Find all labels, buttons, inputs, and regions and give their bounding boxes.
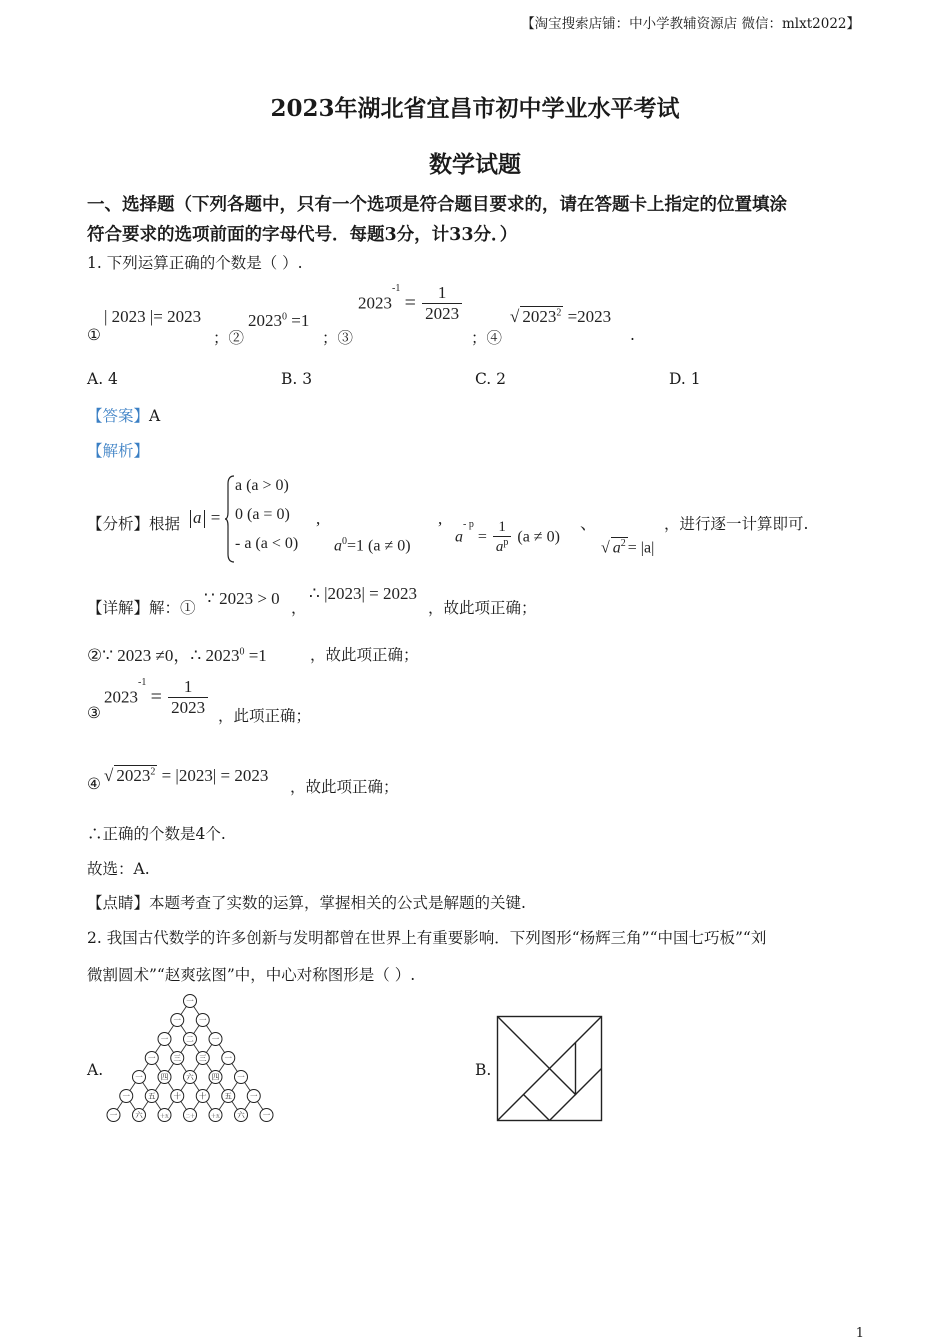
detail4-expr: √ $2023^2 = |2023| = 2023$ (104, 766, 269, 785)
triangle-node-label: 四 (160, 1072, 169, 1082)
detail1-end: ，故此项正确； (428, 599, 537, 617)
fenxi-comma2: , (438, 509, 443, 528)
q2-stem-line2: 微割圆术”“赵爽弦图”中，中心对称图形是（ ）. (87, 966, 416, 984)
tangram-figure (496, 1015, 604, 1123)
detail1-expr: ∵ 2023 > 0 (204, 589, 280, 608)
detail-label: 【详解】解：① (87, 599, 196, 617)
triangle-node-label: 一 (199, 1015, 207, 1025)
detail1-expr2: ∴ |2023| = 2023 (309, 584, 417, 603)
analysis-label: 【解析】 (87, 442, 150, 460)
triangle-node-label: 十五 (160, 1114, 169, 1120)
detail3-expr: $2023^{-1}$ = $\frac{1}{2023}$ (104, 677, 210, 718)
tangram-line-1 (498, 1017, 577, 1096)
conclusion: ∴正确的个数是4个. (87, 825, 226, 843)
q1-item4-exp: 2 (556, 307, 562, 319)
detail3-fraction: $\frac{1}{2023}$ (168, 677, 208, 718)
q1-item2-mark: ；② (213, 329, 245, 347)
answer-value: A (149, 407, 161, 425)
q1-option-b: B. 3 (281, 370, 313, 388)
header-watermark: 【淘宝搜索店铺：中小学教辅资源店 微信：mlxt2022】 (521, 16, 860, 32)
detail4-end: ，故此项正确； (290, 778, 399, 796)
q1-item3-mark: ；③ (322, 329, 354, 347)
yanghui-triangle-figure (100, 990, 285, 1125)
q1-item3-eq: = (404, 292, 416, 314)
triangle-node-label: 三 (199, 1053, 207, 1063)
q1-item4-end: . (630, 326, 635, 344)
fenxi-comma1: , (316, 509, 321, 528)
triangle-node-label: 五 (224, 1091, 232, 1101)
triangle-node-label: 一 (109, 1110, 118, 1120)
triangle-node-label: 六 (135, 1110, 143, 1120)
q1-item3-base: 2023 (358, 293, 392, 313)
q1-item4-rhs: =2023 (567, 307, 612, 326)
detail3-mark: ③ (87, 704, 101, 722)
q1-item3-fraction (422, 283, 462, 324)
detail1-mid: ， (291, 599, 307, 617)
zero-power-rule: $a^0=1$ (a ≠ 0) (334, 536, 411, 555)
triangle-node-label: 一 (122, 1091, 130, 1101)
q1-item2-rhs: =1 (291, 311, 310, 330)
q2-stem-line1: 2. 我国古代数学的许多创新与发明都曾在世界上有重要影响．下列图形“杨辉三角”“中国七巧板”“刘 (87, 929, 767, 947)
q2-option-a: A. (87, 1061, 104, 1079)
triangle-node-label: 六 (237, 1110, 245, 1120)
triangle-node-label: 三 (173, 1053, 181, 1063)
fenxi-abs-a: a = (188, 508, 220, 528)
triangle-node-label: 一 (135, 1072, 143, 1082)
q1-item3-expr (358, 283, 464, 324)
piecewise-case2: 0 (a = 0) (235, 506, 290, 523)
neg-power-fraction: $\frac{1}{a^p}$ (493, 519, 512, 556)
fenxi-end: ，进行逐一计算即可. (664, 515, 809, 533)
q1-option-d: D. 1 (669, 370, 701, 388)
fenxi-comma3: 、 (580, 514, 597, 533)
triangle-node-label: 五 (148, 1091, 156, 1101)
triangle-node-label: 一 (160, 1034, 169, 1044)
q1-item1-mark: ① (87, 326, 101, 344)
q1-option-a: A. 4 (87, 370, 118, 388)
triangle-node-label: 一 (224, 1053, 232, 1063)
choose: 故选：A. (87, 860, 150, 878)
q1-item2-exp: 0 (282, 311, 287, 323)
section-heading-line1: 一、选择题（下列各题中，只有一个选项是符合题目要求的，请在答题卡上指定的位置填涂 (87, 195, 787, 215)
triangle-node-label: 一 (211, 1034, 220, 1044)
triangle-node-label: 十五 (211, 1114, 220, 1120)
detail2-end: ，故此项正确； (310, 646, 419, 664)
q1-item4-mark: ；④ (471, 329, 503, 347)
piecewise-case3: - a (a < 0) (235, 535, 299, 552)
triangle-node-label: 四 (211, 1072, 220, 1082)
detail2-expr: ②∵ 2023 ≠0，∴ $2023^0 =1$ (87, 646, 267, 665)
triangle-node-label: 一 (186, 996, 194, 1006)
q1-item4-expr: √ 2023$^2$ =2023 (510, 307, 612, 326)
exam-title: 2023年湖北省宜昌市初中学业水平考试 (270, 95, 680, 122)
comment: 【点睛】本题考查了实数的运算，掌握相关的公式是解题的关键. (87, 894, 526, 912)
q1-stem: 1. 下列运算正确的个数是（ ）. (87, 254, 303, 272)
q1-option-c: C. 2 (475, 370, 507, 388)
q1-item3-num: 1 (422, 283, 462, 304)
q1-item4-rad: 2023 (522, 307, 557, 326)
q1-item3-exp: -1 (392, 283, 401, 294)
triangle-node-label: 六 (186, 1072, 194, 1082)
triangle-node-label: 一 (237, 1072, 245, 1082)
q1-item2-expr (248, 311, 309, 331)
section-heading-line2: 符合要求的选项前面的字母代号．每题3分，计33分．） (87, 225, 518, 245)
page-number: 1 (855, 1326, 864, 1341)
triangle-node-label: 一 (148, 1053, 156, 1063)
detail3-end: ，此项正确； (218, 707, 312, 725)
tangram-line-5 (524, 1095, 550, 1121)
triangle-node-label: 十 (173, 1091, 181, 1101)
exam-subtitle: 数学试题 (429, 151, 521, 178)
triangle-node-label: 一 (262, 1110, 271, 1120)
triangle-node-label: 一 (250, 1091, 258, 1101)
piecewise-case1: a (a > 0) (235, 477, 289, 494)
triangle-node-label: 十 (199, 1091, 207, 1101)
neg-power-rule: $a^{- p}$ = $\frac{1}{a^p}$ (a ≠ 0) (455, 519, 560, 555)
q1-answer (87, 404, 160, 426)
detail4-mark: ④ (87, 775, 101, 793)
q2-option-b: B. (475, 1061, 492, 1079)
triangle-node-label: 二 (186, 1034, 194, 1044)
q1-item1-expr: | 2023 |= 2023 (104, 307, 202, 326)
q1-item2-base: 2023 (248, 311, 282, 330)
answer-label: 【答案】 (87, 407, 150, 425)
fenxi-label: 【分析】根据 (87, 515, 181, 533)
q1-item3-den: 2023 (425, 304, 460, 323)
sqrt-rule: √ $a^2 = |a|$ (601, 538, 655, 557)
triangle-node-label: 一 (173, 1015, 181, 1025)
triangle-node-label: 二十 (185, 1114, 195, 1120)
